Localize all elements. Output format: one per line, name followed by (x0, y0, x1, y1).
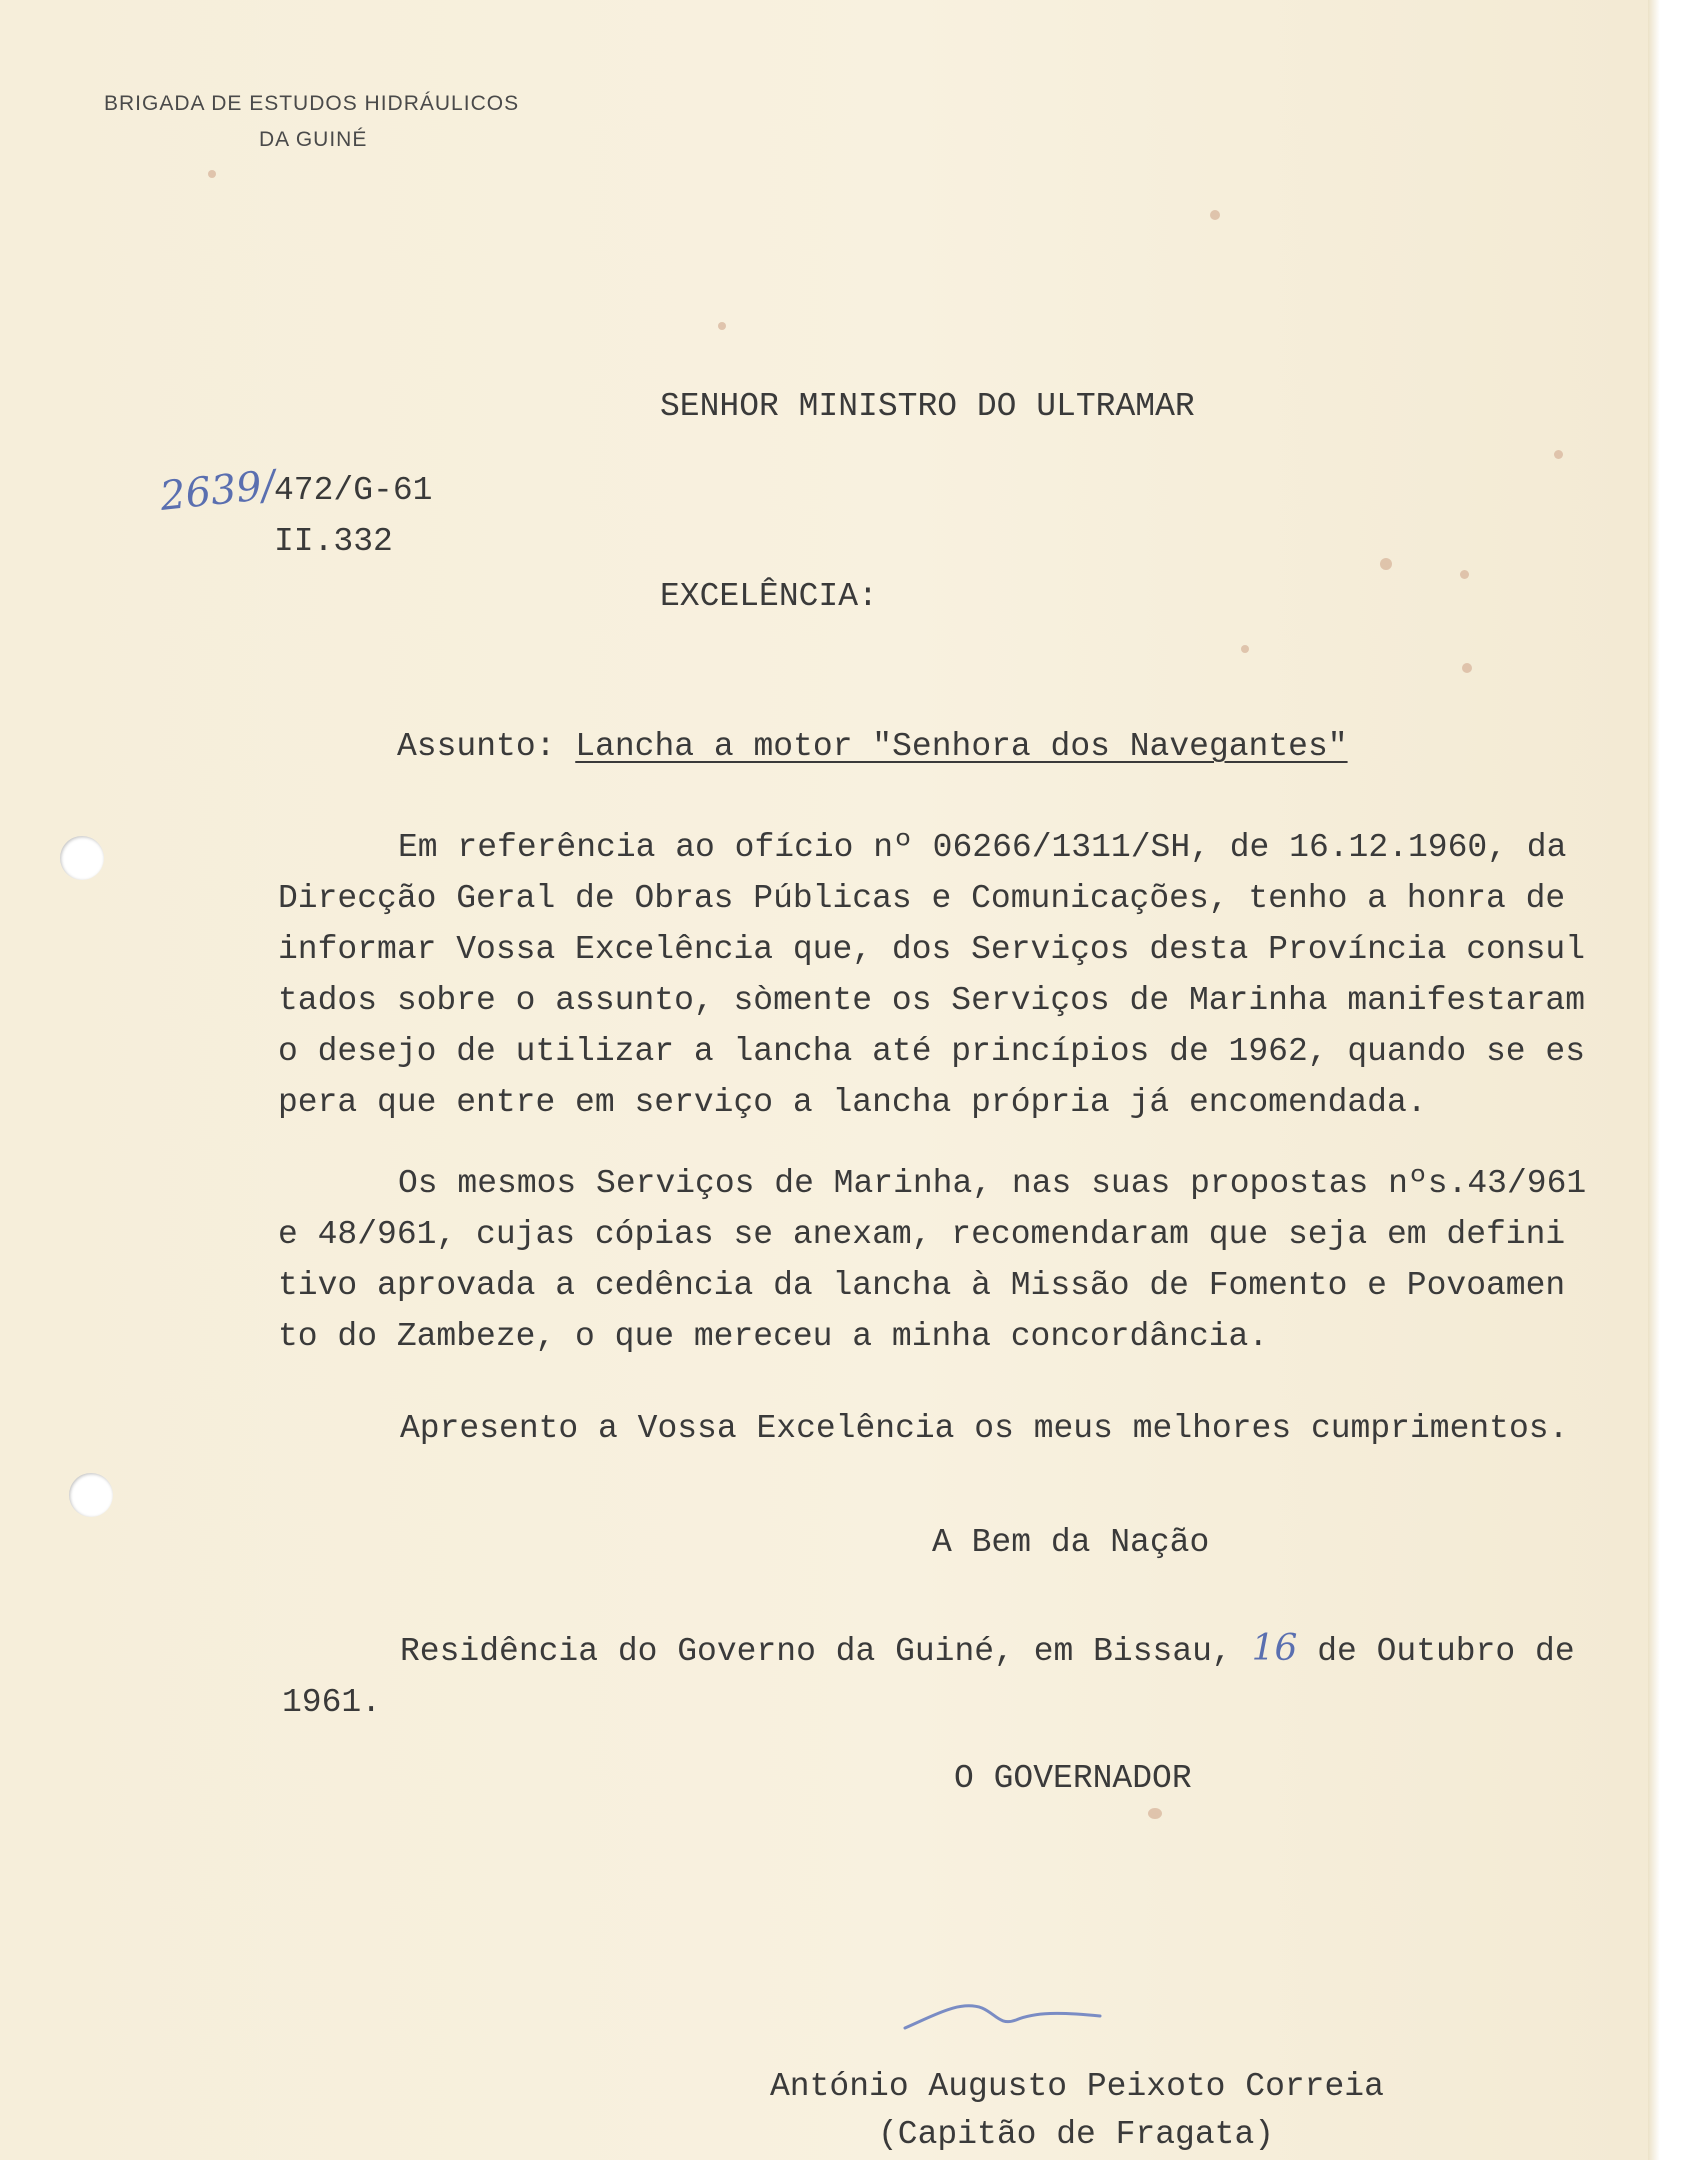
paragraph-line: Direcção Geral de Obras Públicas e Comunicações, tenho a honra de (278, 880, 1566, 917)
handwritten-reference: 2639/ (157, 462, 278, 520)
signatory-name: António Augusto Peixoto Correia (770, 2068, 1384, 2105)
subject-line (397, 728, 1348, 765)
paragraph-line: e 48/961, cujas cópias se anexam, recomendaram que seja em defini (278, 1216, 1566, 1253)
date-year: 1961. (282, 1684, 382, 1721)
closing-sentence: Apresento a Vossa Excelência os meus melhores cumprimentos. (400, 1410, 1569, 1447)
punch-hole-top (60, 836, 104, 880)
paragraph-line: Em referência ao ofício nº 06266/1311/SH, de 16.12.1960, da (398, 829, 1567, 866)
salutation: EXCELÊNCIA: (660, 578, 878, 615)
motto: A Bem da Nação (932, 1524, 1210, 1561)
letterhead-line2: DA GUINÉ (259, 128, 368, 151)
page-edge (1648, 0, 1660, 2160)
paragraph-line: Os mesmos Serviços de Marinha, nas suas propostas nºs.43/961 (398, 1165, 1587, 1202)
signatory-title: O GOVERNADOR (954, 1760, 1192, 1797)
subject-text: Lancha a motor "Senhora dos Navegantes" (575, 728, 1348, 765)
date-prefix: Residência do Governo da Guiné, em Bissau, (400, 1633, 1232, 1670)
stain-mark (718, 322, 726, 330)
subject-label: Assunto: (397, 728, 556, 765)
paragraph-1 (278, 822, 1618, 1128)
stain-mark (1210, 210, 1220, 220)
punch-hole-bottom (69, 1473, 113, 1517)
date-suffix: de Outubro de (1317, 1633, 1575, 1670)
paragraph-line: tados sobre o assunto, sòmente os Serviços de Marinha manifestaram (278, 982, 1586, 1019)
addressee: SENHOR MINISTRO DO ULTRAMAR (660, 388, 1195, 425)
stain-mark (1460, 570, 1469, 579)
paragraph-2 (278, 1158, 1618, 1362)
stain-mark (1241, 645, 1249, 653)
letterhead-line1: BRIGADA DE ESTUDOS HIDRÁULICOS (104, 92, 520, 115)
paragraph-line: pera que entre em serviço a lancha própria já encomendada. (278, 1084, 1427, 1121)
stain-mark (1148, 1808, 1162, 1819)
signatory-rank: (Capitão de Fragata) (878, 2116, 1275, 2153)
signature (900, 1990, 1110, 2040)
stain-mark (1554, 450, 1563, 459)
date-line (400, 1628, 1575, 1670)
paragraph-line: to do Zambeze, o que mereceu a minha concordância. (278, 1318, 1269, 1355)
stain-mark (1380, 558, 1392, 570)
stain-mark (208, 170, 216, 178)
reference-code: II.332 (274, 523, 393, 560)
letterhead (104, 86, 519, 158)
date-day-handwritten: 16 (1251, 1628, 1298, 1669)
stain-mark (1462, 663, 1472, 673)
reference-number: 472/G-61 (274, 472, 433, 509)
paragraph-line: informar Vossa Excelência que, dos Serviços desta Província consul (278, 931, 1586, 968)
paragraph-line: o desejo de utilizar a lancha até princípios de 1962, quando se es (278, 1033, 1586, 1070)
paragraph-line: tivo aprovada a cedência da lancha à Missão de Fomento e Povoamen (278, 1267, 1566, 1304)
